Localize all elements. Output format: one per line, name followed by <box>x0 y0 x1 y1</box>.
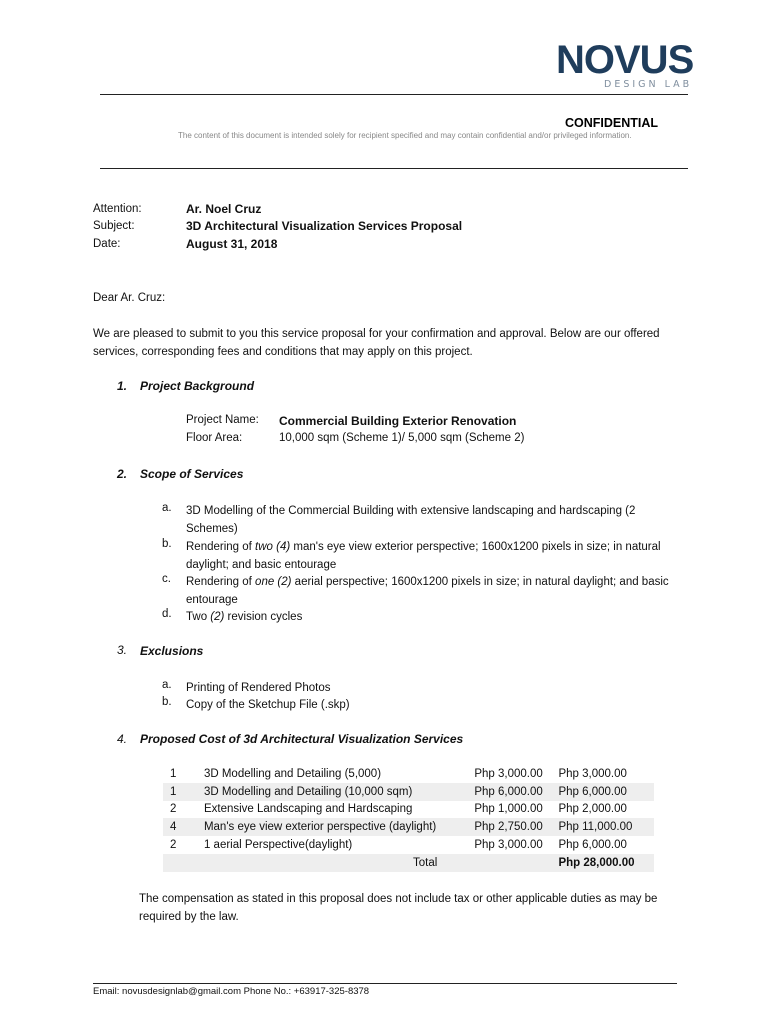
total-label: Total <box>204 854 474 872</box>
scope-item-text: 3D Modelling of the Commercial Building with extensive landscaping and hardscaping (2 Schemes) <box>186 505 636 535</box>
floor-area-value: 10,000 sqm (Scheme 1)/ 5,000 sqm (Scheme 2) <box>279 432 525 444</box>
section-1-title: Project Background <box>140 379 255 393</box>
unit-price-cell: Php 3,000.00 <box>474 767 543 780</box>
scope-item-letter: c. <box>162 573 171 585</box>
unit-price-cell: Php 6,000.00 <box>474 783 558 801</box>
table-row <box>163 818 654 836</box>
cost-table <box>163 765 654 872</box>
scope-item-text: Rendering of two (4) man's eye view exterior perspective; 1600x1200 pixels in size; in natural daylight; and basic entourage <box>186 541 661 571</box>
description-cell: 3D Modelling and Detailing (5,000) <box>203 767 382 780</box>
company-logo-subtitle: DESIGN LAB <box>604 79 693 90</box>
qty-cell: 1 <box>170 767 177 780</box>
scope-item-letter: a. <box>162 502 172 514</box>
attention-value: Ar. Noel Cruz <box>186 202 262 216</box>
scope-item-text: Two (2) revision cycles <box>186 611 303 623</box>
closing-paragraph: The compensation as stated in this proposal does not include tax or other applicable duties as may be required by the law. <box>139 893 658 923</box>
footer-contact: Email: novusdesignlab@gmail.com Phone No.: +63917-325-8378 <box>93 986 370 997</box>
scope-item-text: Rendering of one (2) aerial perspective; 1600x1200 pixels in size; in natural daylight; and basic entourage <box>186 576 669 606</box>
qty-cell: 1 <box>163 783 204 801</box>
floor-area-label: Floor Area: <box>186 432 243 444</box>
amount-cell: Php 6,000.00 <box>558 839 627 852</box>
amount-cell: Php 11,000.00 <box>558 818 654 836</box>
amount-cell: Php 2,000.00 <box>558 803 627 816</box>
amount-cell: Php 6,000.00 <box>558 783 654 801</box>
description-cell: Extensive Landscaping and Hardscaping <box>203 803 413 816</box>
unit-price-cell: Php 1,000.00 <box>474 803 543 816</box>
scope-item-letter: b. <box>162 538 172 550</box>
total-value: Php 28,000.00 <box>558 854 654 872</box>
header-rule-top <box>100 94 688 95</box>
company-logo: NOVUS <box>556 38 694 82</box>
project-name-value: Commercial Building Exterior Renovation <box>279 414 517 428</box>
description-cell: Man's eye view exterior perspective (daylight) <box>204 818 474 836</box>
description-cell: 1 aerial Perspective(daylight) <box>203 839 353 852</box>
confidential-notice: The content of this document is intended solely for recipient specified and may contain confidential and/or privileged information. <box>178 131 632 140</box>
exclusion-item-letter: a. <box>162 679 172 691</box>
scope-item-letter: d. <box>162 608 172 620</box>
section-4-number: 4. <box>117 732 128 746</box>
section-2-number: 2. <box>117 467 128 481</box>
qty-cell: 2 <box>170 803 177 816</box>
subject-value: 3D Architectural Visualization Services Proposal <box>186 219 463 233</box>
section-2-title: Scope of Services <box>140 467 244 481</box>
qty-cell: 4 <box>163 818 204 836</box>
table-row <box>163 783 654 801</box>
section-1-number: 1. <box>117 379 128 393</box>
date-label: Date: <box>93 238 121 250</box>
date-value: August 31, 2018 <box>186 237 278 251</box>
unit-price-cell: Php 3,000.00 <box>474 839 543 852</box>
project-name-label: Project Name: <box>186 414 259 426</box>
section-3-number: 3. <box>117 643 128 657</box>
attention-label: Attention: <box>93 203 142 215</box>
description-cell: 3D Modelling and Detailing (10,000 sqm) <box>204 783 474 801</box>
table-row <box>163 801 654 819</box>
total-row <box>163 854 654 872</box>
section-4-title: Proposed Cost of 3d Architectural Visualization Services <box>140 732 464 746</box>
table-row <box>163 765 654 783</box>
section-3-title: Exclusions <box>140 644 204 658</box>
table-row <box>163 836 654 854</box>
exclusion-item-text: Printing of Rendered Photos <box>186 682 331 694</box>
header-rule-bottom <box>100 168 688 169</box>
exclusion-item-letter: b. <box>162 696 172 708</box>
amount-cell: Php 3,000.00 <box>558 767 627 780</box>
intro-paragraph: We are pleased to submit to you this service proposal for your confirmation and approval. Below are our offered services, corresponding fees and conditions that may apply on this project. <box>93 328 660 358</box>
subject-label: Subject: <box>93 220 135 232</box>
qty-cell: 2 <box>170 839 177 852</box>
footer-rule <box>93 983 677 984</box>
unit-price-cell: Php 2,750.00 <box>474 818 558 836</box>
salutation: Dear Ar. Cruz: <box>93 292 166 304</box>
confidential-title: CONFIDENTIAL <box>564 116 658 130</box>
exclusion-item-text: Copy of the Sketchup File (.skp) <box>186 699 350 711</box>
